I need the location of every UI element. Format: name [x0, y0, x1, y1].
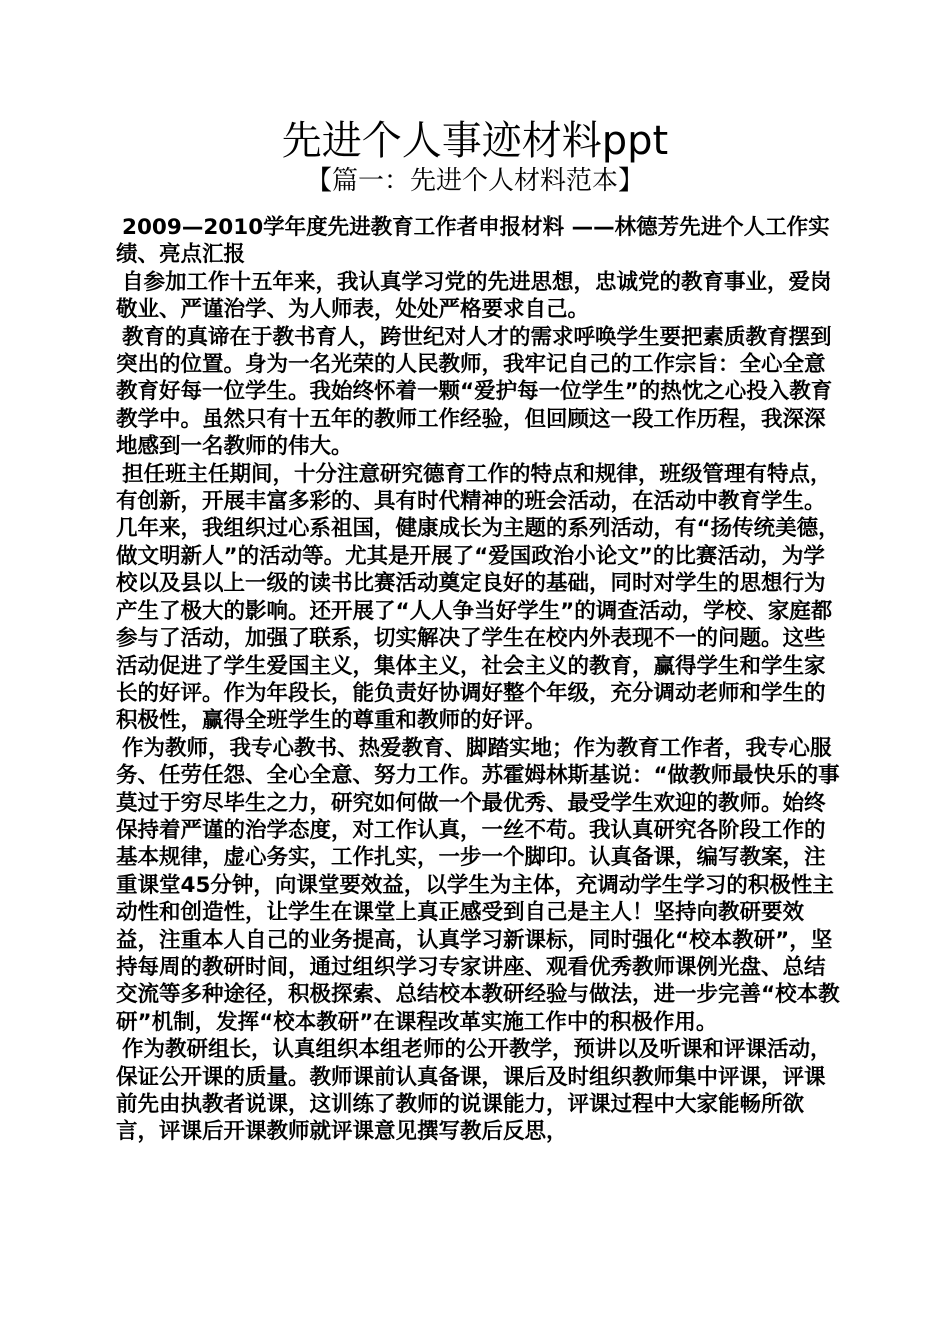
- paragraph: 担任班主任期间，十分注意研究德育工作的特点和规律，班级管理有特点，有创新，开展丰富多彩的、具有时代精神的班会活动，在活动中教育学生。几年来，我组织过心系祖国，健康成长为主题的系列活动，有“扬传统美德，做文明新人”的活动等。尤其是开展了“爱国政治小论文”的比赛活动，为学校以及县以上一级的读书比赛活动奠定良好的基础，同时对学生的思想行为产生了极大的影响。还开展了“人人争当好学生”的调查活动，学校、家庭都参与了活动，加强了联系，切实解决了学生在校内外表现不一的问题。这些活动促进了学生爱国主义，集体主义，社会主义的教育，赢得学生和学生家长的好评。作为年段长，能负责好协调好整个年级，充分调动老师和学生的积极性，赢得全班学生的尊重和教师的好评。: [116, 461, 840, 734]
- paragraph: 自参加工作十五年来，我认真学习党的先进思想，忠诚党的教育事业，爱岗敬业、严谨治学、为人师表，处处严格要求自己。: [116, 269, 832, 323]
- document-title: 先进个人事迹材料ppt: [281, 118, 669, 164]
- paragraph: 教育的真谛在于教书育人，跨世纪对人才的需求呼唤学生要把素质教育摆到突出的位置。身为一名光荣的人民教师，我牢记自己的工作宗旨：全心全意教育好每一位学生。我始终怀着一颗“爱护每一位学生”的热忱之心投入教育教学中。虽然只有十五年的教师工作经验，但回顾这一段工作历程，我深深地感到一名教师的伟大。: [116, 324, 833, 460]
- paragraph: 作为教师，我专心教书、热爱教育、脚踏实地；作为教育工作者，我专心服务、任劳任怨、全心全意、努力工作。苏霍姆林斯基说：“做教师最快乐的事莫过于穷尽毕生之力，研究如何做一个最优秀、最受学生欢迎的教师。始终保持着严谨的治学态度，对工作认真，一丝不苟。我认真研究各阶段工作的基本规律，虚心务实，工作扎实，一步一个脚印。认真备课，编写教案，注重课堂45分钟，向课堂要效益，以学生为主体，充调动学生学习的积极性主动性和创造性，让学生在课堂上真正感受到自己是主人！坚持向教研要效益，注重本人自己的业务提高，认真学习新课标，同时强化“校本教研”，坚持每周的教研时间，通过组织学习专家讲座、观看优秀教师课例光盘、总结交流等多种途径，积极探索、总结校本教研经验与做法，进一步完善“校本教研”机制，发挥“校本教研”在课程改革实施工作中的积极作用。: [116, 735, 840, 1035]
- paragraph: 作为教研组长，认真组织本组老师的公开教学，预讲以及听课和评课活动，保证公开课的质量。教师课前认真备课，课后及时组织教师集中评课，评课前先由执教者说课，这训练了教师的说课能力，评课过程中大家能畅所欲言，评课后开课教师就评课意见撰写教后反思，: [116, 1037, 832, 1145]
- document-body: [116, 214, 844, 1146]
- section-heading: 【篇一：先进个人材料范本】: [305, 166, 644, 196]
- paragraph-header: 2009—2010学年度先进教育工作者申报材料 ——林德芳先进个人工作实绩、亮点汇报: [116, 215, 830, 268]
